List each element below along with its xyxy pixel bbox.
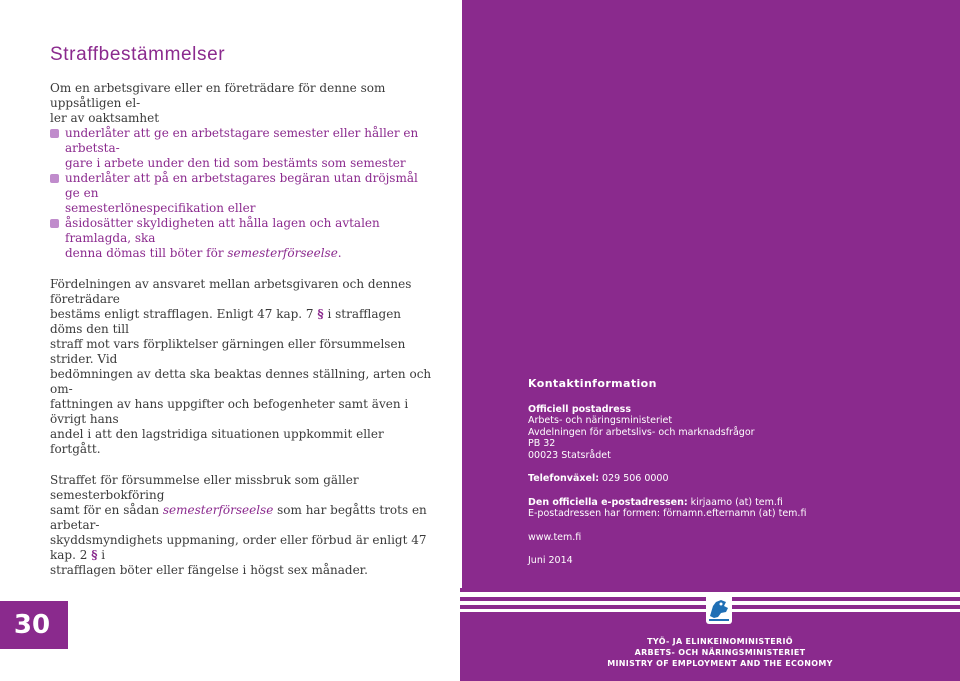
list-item: underlåter att ge en arbetstagare semester eller håller en arbetsta- gare i arbete under den tid som bestämts som semester (50, 126, 435, 171)
emphasis-term: semesterförseelse (227, 246, 338, 260)
postal-address: Officiell postadress Arbets- och näringsministeriet Avdelningen för arbetslivs- och marknadsfrågor PB 32 00023 Statsrådet (528, 404, 806, 462)
postal-heading: Officiell postadress (528, 403, 631, 415)
square-bullet-icon (50, 219, 59, 228)
phone-label: Telefonväxel: (528, 473, 600, 484)
email-value: kirjaamo (at) tem.fi (687, 496, 783, 508)
ministry-name-fi: TYÖ- JA ELINKEINOMINISTERIÖ (647, 637, 793, 646)
list-item: underlåter att på en arbetstagares begäran utan dröjsmål ge en semesterlönespecifikation eller (50, 171, 435, 216)
email-format: E-postadressen har formen: förnamn.efternamn (at) tem.fi (528, 508, 807, 519)
square-bullet-icon (50, 129, 59, 138)
emphasis-term-link: semesterförseelse (162, 503, 274, 517)
website-link[interactable]: www.tem.fi (528, 531, 582, 543)
section-sign: § (317, 307, 324, 321)
ministry-lion-logo-icon (704, 592, 734, 626)
publication-date: Juni 2014 (528, 555, 573, 566)
ministry-name (600, 636, 840, 669)
intro-line-1: Om en arbetsgivare eller en företrädare för denne som uppsåtligen el- (50, 81, 386, 110)
square-bullet-icon (50, 174, 59, 183)
section-sign: § (91, 548, 98, 562)
intro-line-2: ler av oaktsamhet (50, 111, 160, 125)
left-page (0, 0, 462, 681)
body-text (50, 81, 435, 578)
responsibility-paragraph: Fördelningen av ansvaret mellan arbetsgivaren och dennes företrädare bestäms enligt strafflagen. Enligt 47 kap. 7 § i strafflagen döms den till straff mot vars förpliktelser gärningen eller försummelsen strider. Vid bedömningen av detta ska beaktas dennes ställning, arten och om- fattningen av hans uppgifter och befogenheter samt även i övrigt hans andel i att den lagstridiga situationen uppkommit eller fortgått. (50, 277, 432, 456)
phone-info (528, 473, 806, 485)
offence-list (50, 126, 435, 261)
page-title: Straffbestämmelser (50, 44, 226, 65)
page-number: 30 (13, 610, 51, 640)
email-info (528, 497, 806, 520)
intro-paragraph (50, 81, 435, 126)
ministry-name-en: MINISTRY OF EMPLOYMENT AND THE ECONOMY (607, 659, 833, 668)
penalty-paragraph: Straffet för försummelse eller missbruk som gäller semesterbokföring samt för en sådan semesterförseelse som har begåtts trots en arbetar- skyddsmyndighets uppmaning, order eller förbud är enligt 47 kap. 2 § i strafflagen böter eller fängelse i högst sex månader. (50, 473, 427, 577)
email-label: Den officiella e-postadressen: (528, 496, 688, 508)
contact-info (528, 378, 806, 579)
contact-heading: Kontaktinformation (528, 377, 657, 390)
list-item: åsidosätter skyldigheten att hålla lagen och avtalen framlagda, ska denna dömas till böter för semesterförseelse. (50, 216, 435, 261)
back-cover (462, 0, 960, 681)
ministry-name-sv: ARBETS- OCH NÄRINGSMINISTERIET (634, 648, 806, 657)
phone-value: 029 506 0000 (599, 473, 669, 484)
